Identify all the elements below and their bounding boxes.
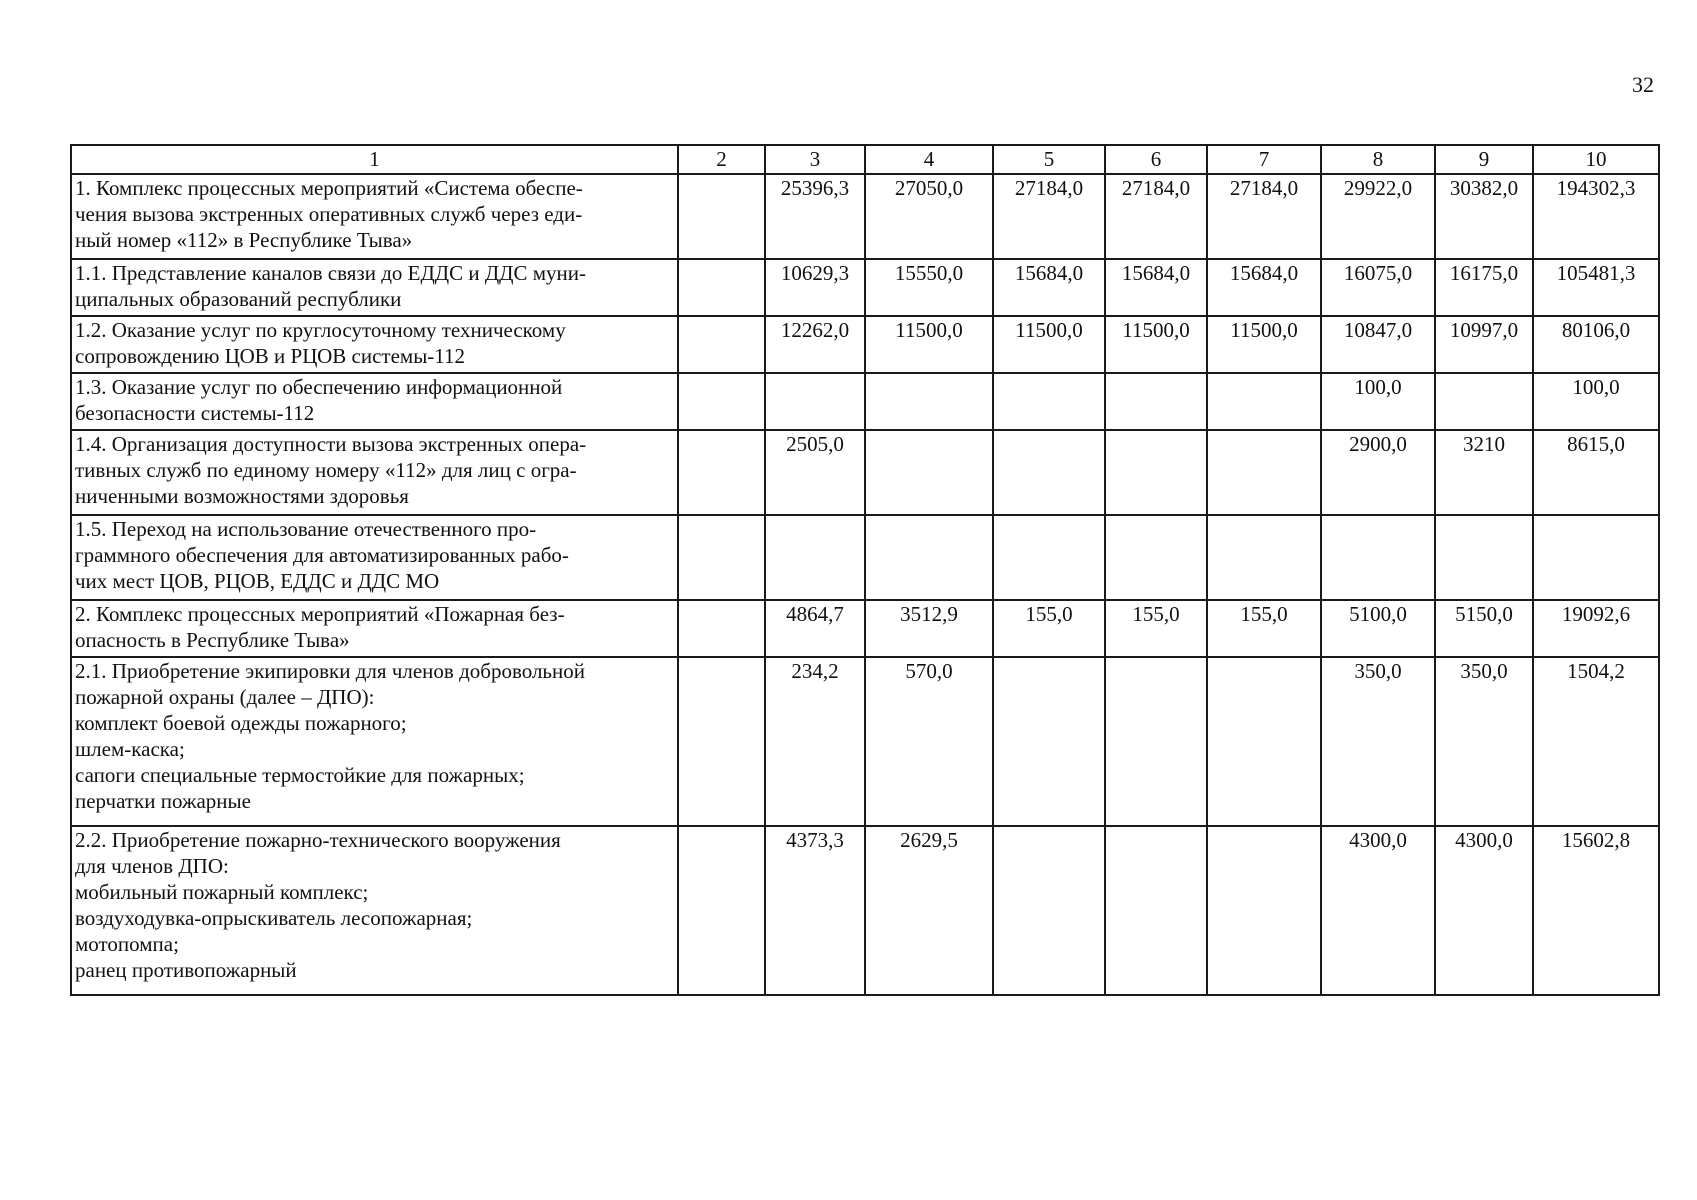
row-value bbox=[1105, 657, 1207, 826]
row-value bbox=[678, 373, 765, 430]
row-value bbox=[865, 373, 993, 430]
column-header: 9 bbox=[1435, 145, 1533, 174]
row-value: 16075,0 bbox=[1321, 259, 1435, 316]
table-row bbox=[71, 600, 1659, 657]
row-value: 11500,0 bbox=[993, 316, 1105, 373]
row-value bbox=[765, 515, 865, 600]
row-label: 1.4. Организация доступности вызова экстренных опера- тивных служб по единому номеру «112» для лиц с огра- ниченными возможностями здоровья bbox=[71, 430, 678, 515]
row-value: 155,0 bbox=[1207, 600, 1321, 657]
table-row bbox=[71, 826, 1659, 995]
row-value bbox=[993, 657, 1105, 826]
row-value: 4864,7 bbox=[765, 600, 865, 657]
row-value bbox=[1105, 515, 1207, 600]
row-value: 19092,6 bbox=[1533, 600, 1659, 657]
row-value: 105481,3 bbox=[1533, 259, 1659, 316]
row-value: 27184,0 bbox=[993, 174, 1105, 259]
row-value bbox=[1435, 373, 1533, 430]
row-label: 1.5. Переход на использование отечественного про- граммного обеспечения для автоматизированных рабо- чих мест ЦОВ, РЦОВ, ЕДДС и ДДС МО bbox=[71, 515, 678, 600]
row-value bbox=[678, 600, 765, 657]
row-value: 12262,0 bbox=[765, 316, 865, 373]
row-value bbox=[993, 826, 1105, 995]
row-value: 2629,5 bbox=[865, 826, 993, 995]
row-value: 234,2 bbox=[765, 657, 865, 826]
row-value: 350,0 bbox=[1321, 657, 1435, 826]
row-value bbox=[865, 515, 993, 600]
table-row bbox=[71, 430, 1659, 515]
row-value: 4300,0 bbox=[1321, 826, 1435, 995]
row-value bbox=[1207, 657, 1321, 826]
row-value bbox=[678, 316, 765, 373]
table-body bbox=[71, 174, 1659, 995]
column-header: 2 bbox=[678, 145, 765, 174]
row-value bbox=[1321, 515, 1435, 600]
row-value: 27184,0 bbox=[1207, 174, 1321, 259]
row-value: 25396,3 bbox=[765, 174, 865, 259]
row-value: 11500,0 bbox=[865, 316, 993, 373]
row-value: 2505,0 bbox=[765, 430, 865, 515]
row-value: 10997,0 bbox=[1435, 316, 1533, 373]
row-value bbox=[678, 259, 765, 316]
row-value bbox=[993, 430, 1105, 515]
row-label: 1. Комплекс процессных мероприятий «Система обеспе- чения вызова экстренных оперативных служб через еди- ный номер «112» в Республике Тыва» bbox=[71, 174, 678, 259]
row-value: 29922,0 bbox=[1321, 174, 1435, 259]
row-value: 10629,3 bbox=[765, 259, 865, 316]
row-label: 2.2. Приобретение пожарно-технического вооружения для членов ДПО: мобильный пожарный комплекс; воздуходувка-опрыскиватель лесопожарная; мотопомпа; ранец противопожарный bbox=[71, 826, 678, 995]
row-value: 100,0 bbox=[1321, 373, 1435, 430]
row-value: 350,0 bbox=[1435, 657, 1533, 826]
row-value: 80106,0 bbox=[1533, 316, 1659, 373]
column-header: 3 bbox=[765, 145, 865, 174]
row-value: 3210 bbox=[1435, 430, 1533, 515]
row-value: 3512,9 bbox=[865, 600, 993, 657]
row-value: 155,0 bbox=[1105, 600, 1207, 657]
column-header: 5 bbox=[993, 145, 1105, 174]
column-header: 10 bbox=[1533, 145, 1659, 174]
row-value bbox=[678, 174, 765, 259]
row-label: 2. Комплекс процессных мероприятий «Пожарная без- опасность в Республике Тыва» bbox=[71, 600, 678, 657]
table-row bbox=[71, 373, 1659, 430]
row-value bbox=[1105, 826, 1207, 995]
row-value: 15550,0 bbox=[865, 259, 993, 316]
row-value: 10847,0 bbox=[1321, 316, 1435, 373]
column-header: 8 bbox=[1321, 145, 1435, 174]
table-header bbox=[71, 145, 1659, 174]
row-value bbox=[1435, 515, 1533, 600]
row-value: 2900,0 bbox=[1321, 430, 1435, 515]
row-value bbox=[765, 373, 865, 430]
budget-table bbox=[70, 144, 1660, 996]
row-value: 15684,0 bbox=[1207, 259, 1321, 316]
page-number: 32 bbox=[1632, 72, 1654, 97]
table-row bbox=[71, 316, 1659, 373]
row-value: 15684,0 bbox=[1105, 259, 1207, 316]
row-value: 11500,0 bbox=[1207, 316, 1321, 373]
row-value bbox=[1105, 430, 1207, 515]
row-value bbox=[993, 373, 1105, 430]
row-value: 30382,0 bbox=[1435, 174, 1533, 259]
row-value bbox=[993, 515, 1105, 600]
row-value bbox=[1105, 373, 1207, 430]
table-row bbox=[71, 657, 1659, 826]
row-value: 5150,0 bbox=[1435, 600, 1533, 657]
table-row bbox=[71, 174, 1659, 259]
row-value: 15602,8 bbox=[1533, 826, 1659, 995]
row-value: 100,0 bbox=[1533, 373, 1659, 430]
row-value bbox=[1533, 515, 1659, 600]
row-value: 570,0 bbox=[865, 657, 993, 826]
row-label: 1.1. Представление каналов связи до ЕДДС и ДДС муни- ципальных образований республики bbox=[71, 259, 678, 316]
column-header: 1 bbox=[71, 145, 678, 174]
row-value bbox=[678, 515, 765, 600]
column-header: 7 bbox=[1207, 145, 1321, 174]
row-value bbox=[1207, 373, 1321, 430]
row-value bbox=[678, 826, 765, 995]
row-value: 5100,0 bbox=[1321, 600, 1435, 657]
table-row bbox=[71, 515, 1659, 600]
row-value: 1504,2 bbox=[1533, 657, 1659, 826]
row-value: 155,0 bbox=[993, 600, 1105, 657]
table-row bbox=[71, 259, 1659, 316]
row-value: 15684,0 bbox=[993, 259, 1105, 316]
row-value bbox=[1207, 826, 1321, 995]
column-header: 4 bbox=[865, 145, 993, 174]
row-value bbox=[865, 430, 993, 515]
row-value: 11500,0 bbox=[1105, 316, 1207, 373]
row-value: 8615,0 bbox=[1533, 430, 1659, 515]
header-row bbox=[71, 145, 1659, 174]
row-value bbox=[678, 657, 765, 826]
row-label: 2.1. Приобретение экипировки для членов добровольной пожарной охраны (далее – ДПО): комплект боевой одежды пожарного; шлем-каска; сапоги специальные термостойкие для пожарных; перчатки пожарные bbox=[71, 657, 678, 826]
row-value: 27050,0 bbox=[865, 174, 993, 259]
row-value bbox=[1207, 515, 1321, 600]
column-header: 6 bbox=[1105, 145, 1207, 174]
row-value: 194302,3 bbox=[1533, 174, 1659, 259]
row-label: 1.3. Оказание услуг по обеспечению информационной безопасности системы-112 bbox=[71, 373, 678, 430]
row-value: 27184,0 bbox=[1105, 174, 1207, 259]
row-value: 16175,0 bbox=[1435, 259, 1533, 316]
row-label: 1.2. Оказание услуг по круглосуточному техническому сопровождению ЦОВ и РЦОВ системы-112 bbox=[71, 316, 678, 373]
row-value bbox=[1207, 430, 1321, 515]
row-value: 4373,3 bbox=[765, 826, 865, 995]
row-value: 4300,0 bbox=[1435, 826, 1533, 995]
row-value bbox=[678, 430, 765, 515]
